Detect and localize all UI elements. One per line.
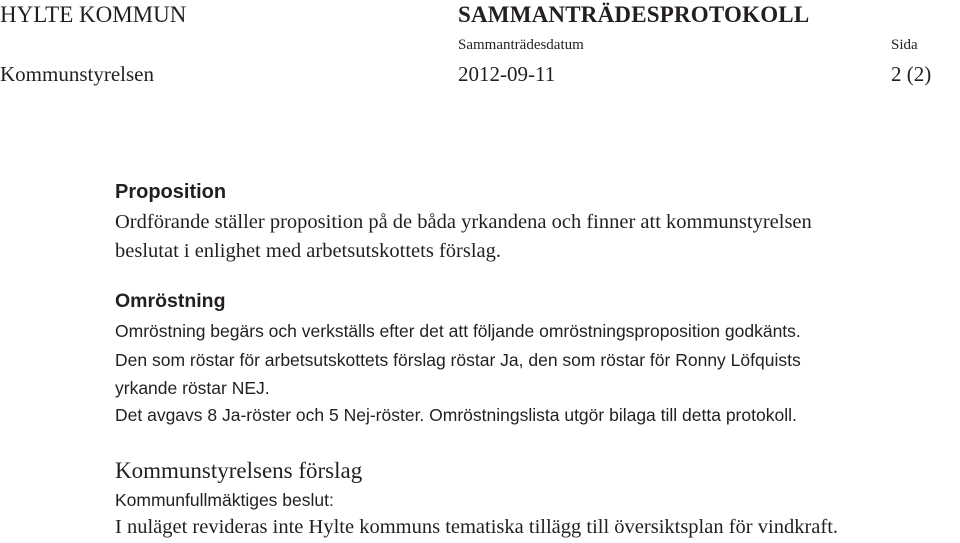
proposition-line: Ordförande ställer proposition på de båda yrkandena och finner att kommunstyrelsen: [115, 211, 812, 233]
document-title: SAMMANTRÄDESPROTOKOLL: [458, 2, 810, 27]
organization-name: HYLTE KOMMUN: [0, 2, 187, 27]
voting-line: yrkande röstar NEJ.: [115, 378, 270, 398]
board-name: Kommunstyrelsen: [0, 62, 154, 86]
voting-heading: Omröstning: [115, 290, 226, 312]
decision-text: I nuläget revideras inte Hylte kommuns tematiska tillägg till översiktsplan för vindkraft.: [115, 516, 839, 538]
voting-line: Det avgavs 8 Ja-röster och 5 Nej-röster. Omröstningslista utgör bilaga till detta protokoll.: [115, 405, 797, 425]
meeting-date: 2012-09-11: [458, 62, 556, 86]
decision-subheading: Kommunfullmäktiges beslut:: [115, 490, 334, 510]
meeting-date-label: Sammanträdesdatum: [458, 37, 584, 53]
voting-line: Omröstning begärs och verkställs efter det att följande omröstningsproposition godkänts.: [115, 321, 801, 341]
proposal-heading: Kommunstyrelsens förslag: [115, 458, 363, 483]
page-label: Sida: [891, 37, 918, 53]
voting-line: Den som röstar för arbetsutskottets förslag röstar Ja, den som röstar för Ronny Löfquists: [115, 350, 801, 370]
page-number: 2 (2): [891, 62, 932, 86]
proposition-line: beslutat i enlighet med arbetsutskottets förslag.: [115, 240, 501, 262]
proposition-heading: Proposition: [115, 181, 227, 203]
